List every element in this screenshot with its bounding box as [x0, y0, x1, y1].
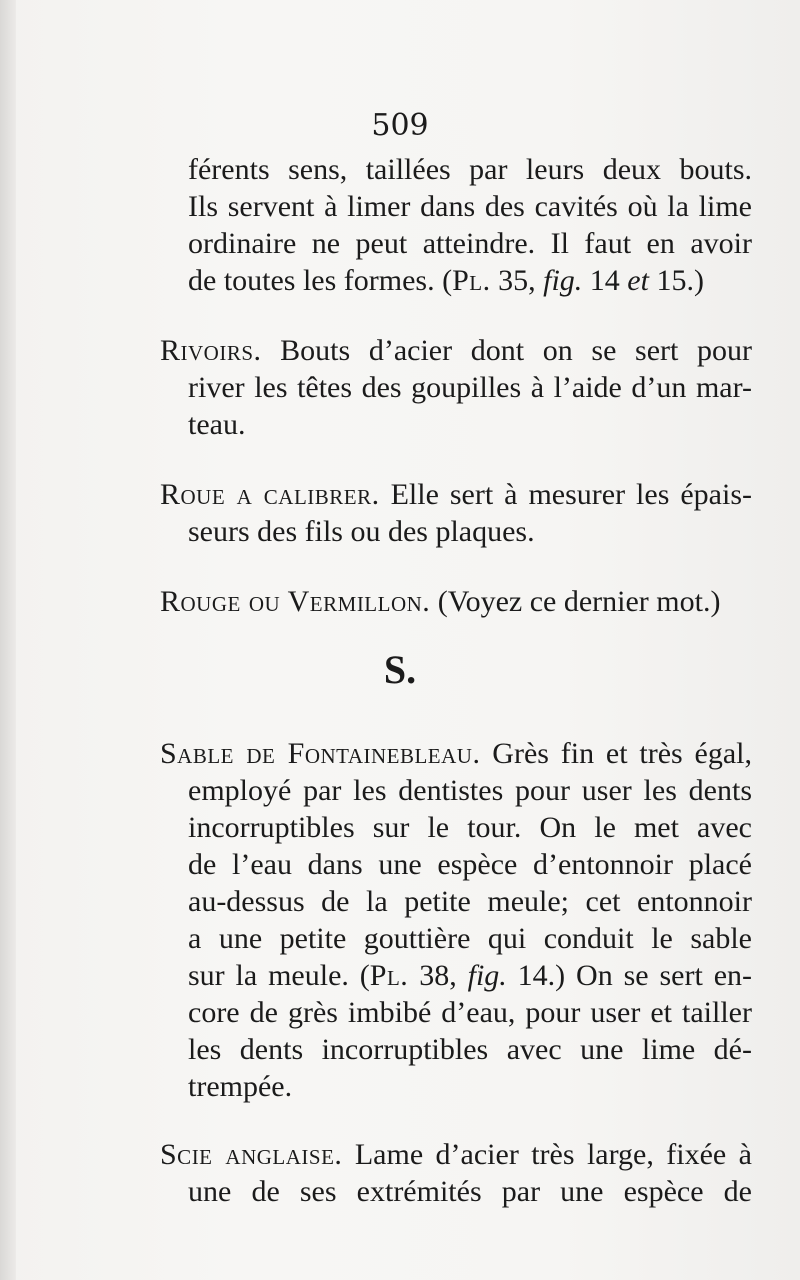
text-line: core de grès imbibé d’eau, pour user et tailler: [188, 996, 752, 1029]
text-line: seurs des fils ou des plaques.: [188, 515, 535, 548]
entry-first-line: Scie anglaise. Lame d’acier très large, fixée à: [160, 1138, 752, 1171]
plate-abbrev: Pl.: [369, 959, 409, 992]
text-line: les dents incorruptibles avec une lime dé-: [188, 1033, 752, 1066]
figure-abbrev: fig.: [467, 959, 507, 992]
text-line: river les têtes des goupilles à l’aide d’un mar-: [188, 371, 752, 404]
text-line: incorruptibles sur le tour. On le met avec: [188, 811, 752, 844]
text-line: une de ses extrémités par une espèce de: [188, 1175, 752, 1208]
page-gutter: [0, 0, 16, 1280]
text-line: férents sens, taillées par leurs deux bouts.: [188, 153, 752, 186]
entry-first-line: Rouge ou Vermillon. (Voyez ce dernier mot.): [160, 585, 721, 618]
page-number: 509: [371, 108, 429, 143]
figure-abbrev: fig.: [543, 264, 583, 297]
entry-term: Rivoirs.: [160, 334, 262, 367]
entry-term: Rouge: [160, 585, 241, 618]
text-line: teau.: [188, 408, 246, 441]
text-line: de toutes les formes. (Pl. 35, fig. 14 et 15.): [188, 264, 704, 297]
plate-abbrev: Pl.: [452, 264, 491, 297]
text-line: de l’eau dans une espèce d’entonnoir placé: [188, 848, 752, 881]
text-line: au-dessus de la petite meule; cet entonnoir: [188, 885, 752, 918]
text-line: a une petite gouttière qui conduit le sable: [188, 922, 752, 955]
entry-first-line: Sable de Fontainebleau. Grès fin et très égal,: [160, 737, 753, 770]
entry-first-line: Rivoirs. Bouts d’acier dont on se sert pour: [160, 334, 752, 367]
text-line: sur la meule. (Pl. 38, fig. 14.) On se sert en-: [188, 959, 753, 992]
entry-term: Scie anglaise.: [160, 1138, 343, 1171]
text-line: trempée.: [188, 1070, 293, 1103]
text-line: ordinaire ne peut atteindre. Il faut en avoir: [188, 227, 752, 260]
text-line: Ils servent à limer dans des cavités où la lime: [188, 190, 752, 223]
entry-term: Sable de Fontainebleau.: [160, 737, 481, 770]
entry-term: Roue a calibrer.: [160, 478, 380, 511]
entry-first-line: Roue a calibrer. Elle sert à mesurer les épais-: [160, 478, 752, 511]
section-heading: S.: [383, 647, 417, 692]
text-line: employé par les dentistes pour user les dents: [188, 774, 752, 807]
entry-term: Vermillon.: [287, 585, 431, 618]
